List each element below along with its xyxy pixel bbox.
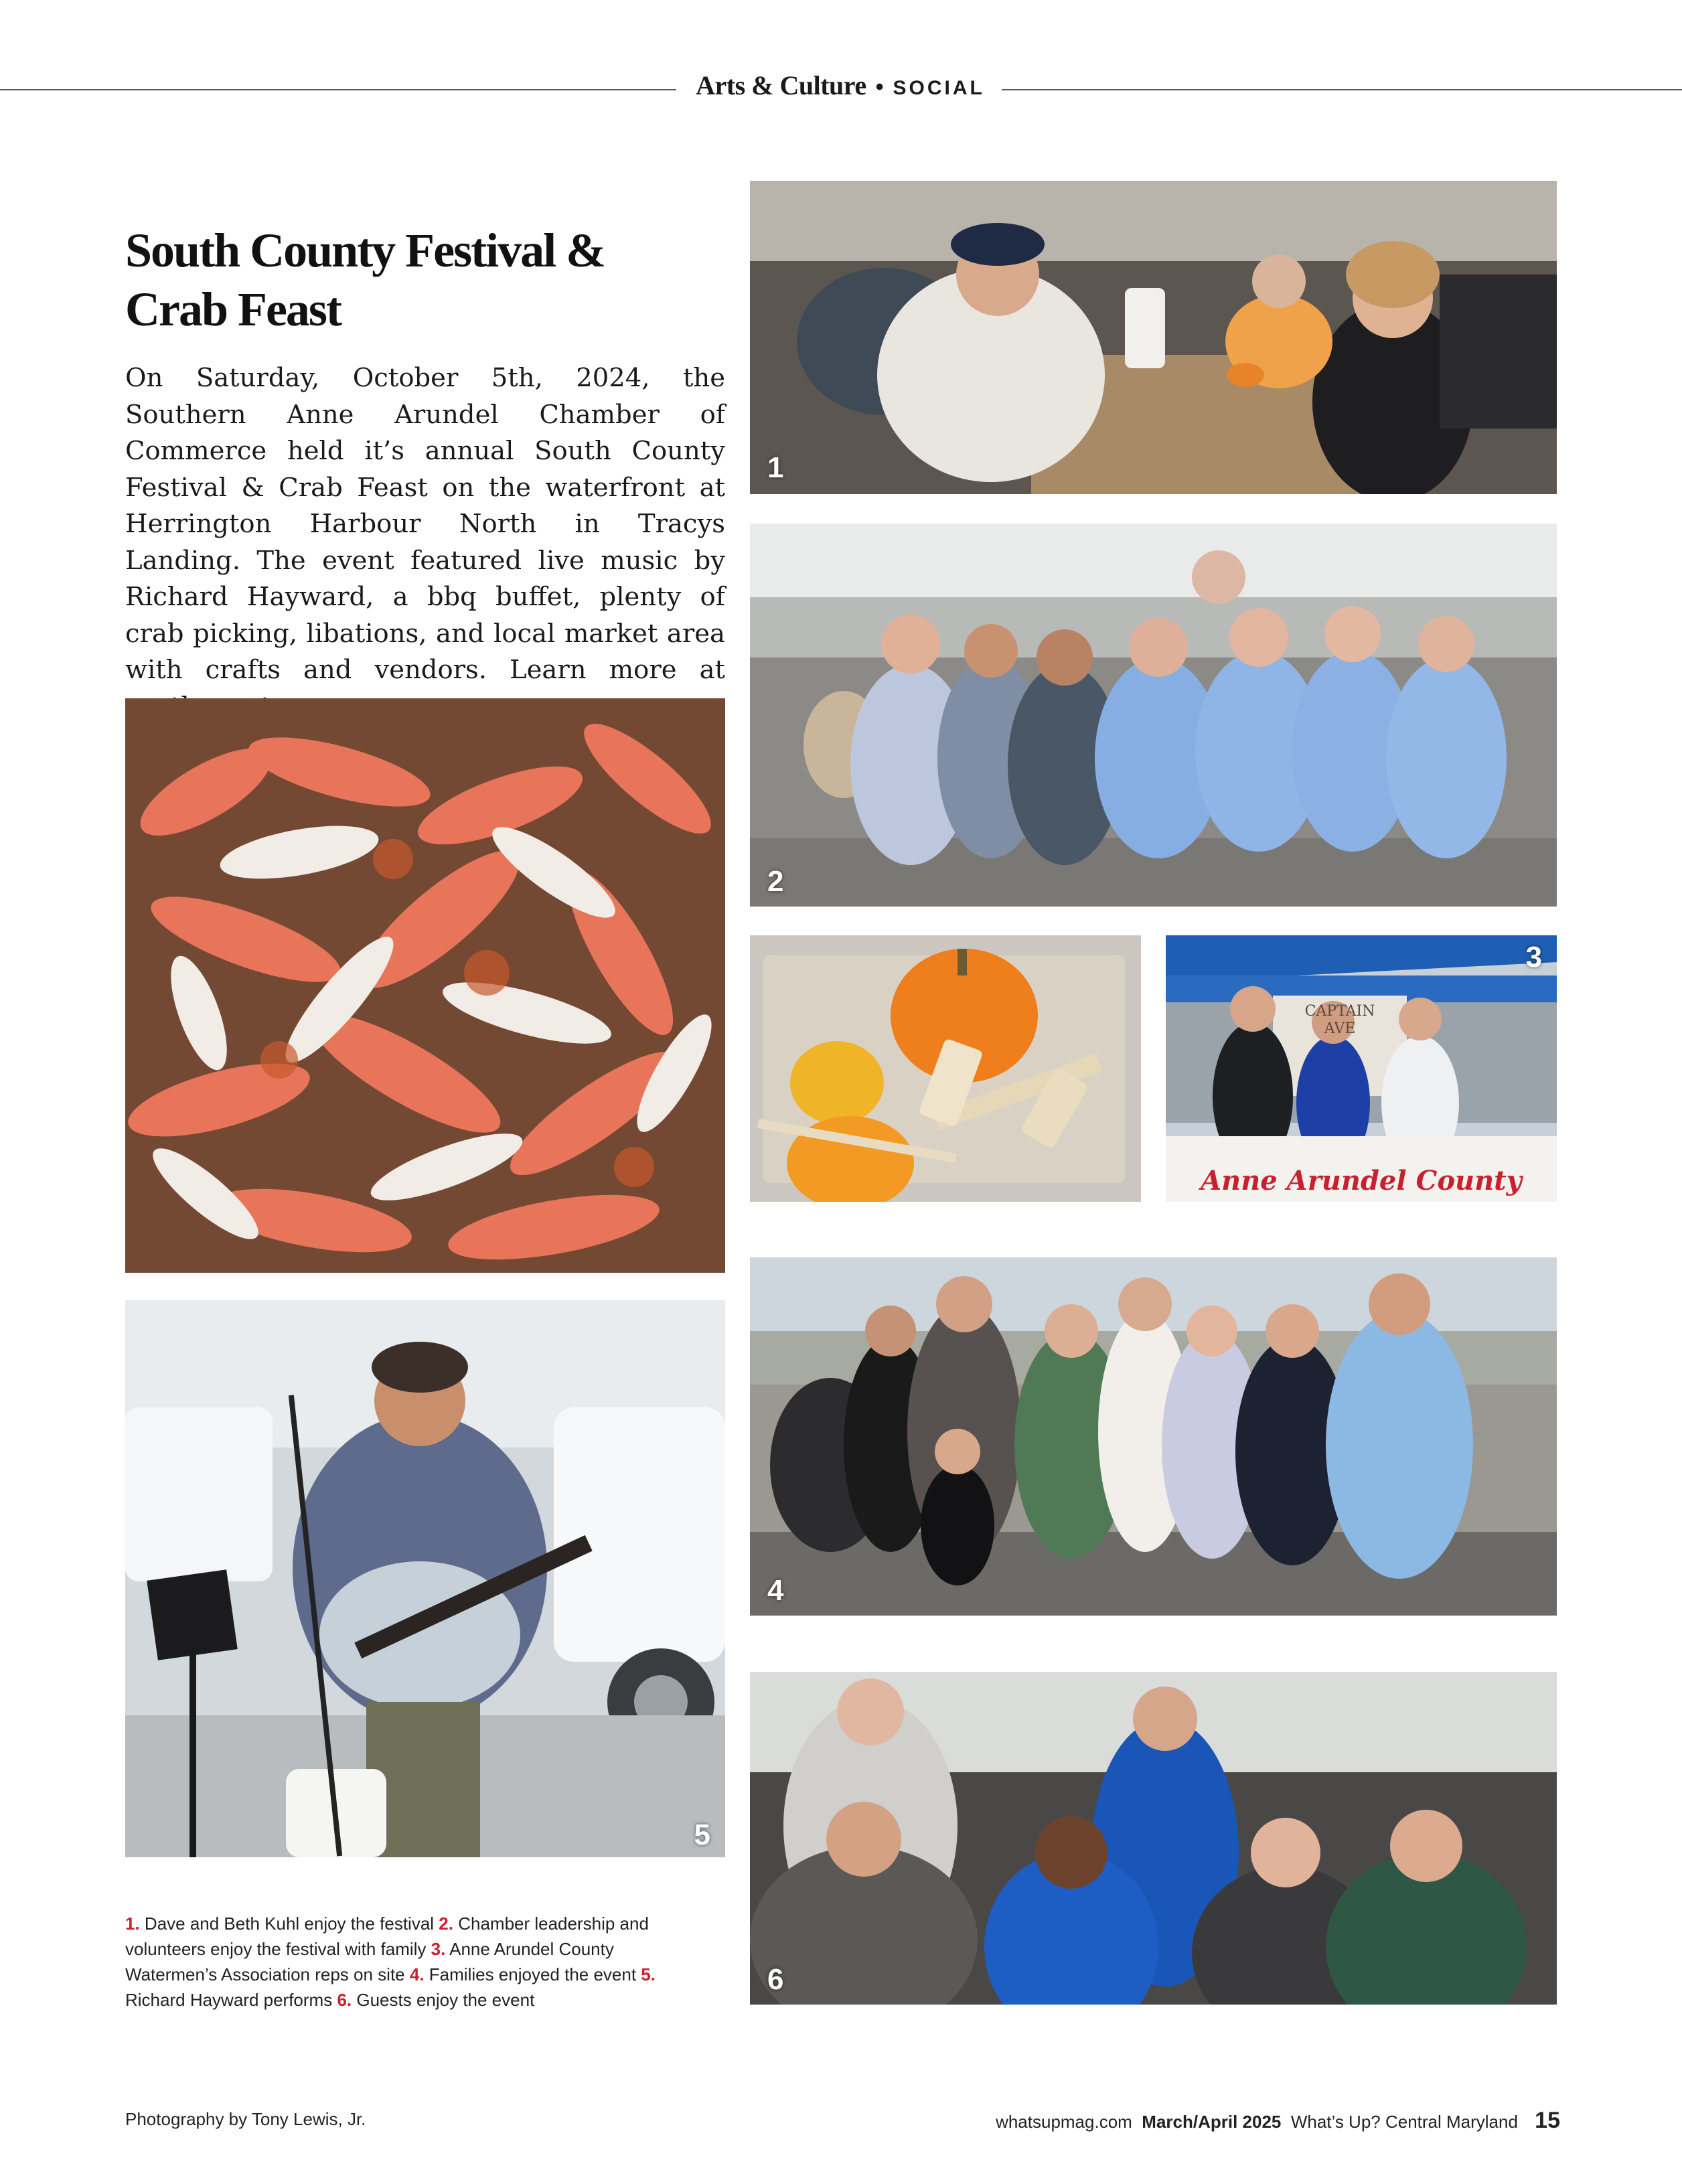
caption-number-1: 1.: [125, 1914, 140, 1934]
photo-6-number: 6: [767, 1963, 784, 1996]
crabs-image: [125, 698, 725, 1273]
photo-credit: Photography by Tony Lewis, Jr.: [125, 2109, 366, 2129]
photo-4-families: [750, 1231, 1557, 1616]
page-footer: [996, 2108, 1560, 2134]
caption-text-1: Dave and Beth Kuhl enjoy the festival: [139, 1914, 439, 1934]
photo-5-image: [125, 1300, 725, 1857]
photo-6-guests: [750, 1652, 1557, 2005]
caption-number-6: 6.: [337, 1990, 352, 2010]
caption-text-5: Richard Hayward performs: [125, 1990, 337, 2010]
photo-3-watermen: [1166, 935, 1557, 1202]
photo-5-richard-hayward: [125, 1300, 725, 1857]
caption-text-2: Chamber leadership and volunteers enjoy the festival with family: [125, 1914, 649, 1959]
caption-text-3: Anne Arundel County Watermen’s Association reps on site: [125, 1939, 614, 1984]
photo-3-number: 3: [1525, 941, 1542, 973]
photo-captions: [125, 1911, 701, 2013]
header-rule-left: [0, 89, 676, 90]
booth-banner-text-1: CAPTAIN: [1304, 1003, 1375, 1020]
photo-1-image: [750, 181, 1557, 494]
footer-issue: March/April 2025: [1142, 2112, 1282, 2132]
caption-number-3: 3.: [431, 1939, 446, 1959]
photo-2-image: [750, 524, 1557, 907]
photo-2-number: 2: [767, 865, 784, 898]
section-header: [683, 70, 998, 101]
photo-3-image: [1166, 935, 1557, 1202]
photo-4-image: [750, 1231, 1557, 1616]
section-name: Arts & Culture: [696, 70, 866, 100]
caption-text-4: Families enjoyed the event: [424, 1964, 641, 1984]
photo-4-number: 4: [767, 1574, 784, 1607]
photo-6-image: [750, 1652, 1557, 2005]
title-line-2: Crab Feast: [125, 283, 341, 336]
caption-number-2: 2.: [439, 1914, 453, 1934]
photo-5-number: 5: [694, 1818, 710, 1851]
page-number: 15: [1535, 2108, 1560, 2133]
photo-1-kuhls: [750, 181, 1557, 494]
photo-2-chamber-leadership: [750, 524, 1557, 907]
photo-1-number: 1: [767, 451, 784, 484]
caption-text-6: Guests enjoy the event: [352, 1990, 535, 2010]
booth-sign-text: Anne Arundel County: [1201, 1165, 1522, 1196]
title-line-1: South County Festival &: [125, 224, 605, 277]
booth-banner-text-2: AVE: [1324, 1020, 1356, 1037]
photo-pumpkins-mallets: [750, 935, 1141, 1202]
header-separator: •: [875, 74, 884, 100]
subsection-name: SOCIAL: [893, 77, 985, 99]
footer-magazine: What’s Up? Central Maryland: [1290, 2112, 1518, 2132]
header-rule-right: [1002, 89, 1682, 90]
caption-number-4: 4.: [409, 1964, 425, 1984]
caption-number-5: 5.: [641, 1964, 656, 1984]
article-intro: On Saturday, October 5th, 2024, the Southern Anne Arundel Chamber of Commerce held it’s annual South County Festival & Crab Feast on the waterfront at Herrington Harbour North in Tracys Landing. The event featured live music by Richard Hayward, a bbq buffet, plenty of crab picking, libations, and local market area with crafts and vendors. Learn more at: [125, 363, 725, 685]
footer-website[interactable]: whatsupmag.com: [996, 2112, 1132, 2132]
article-title: [125, 221, 728, 339]
pumpkins-image: [750, 935, 1141, 1202]
photo-crabs: [125, 698, 725, 1273]
